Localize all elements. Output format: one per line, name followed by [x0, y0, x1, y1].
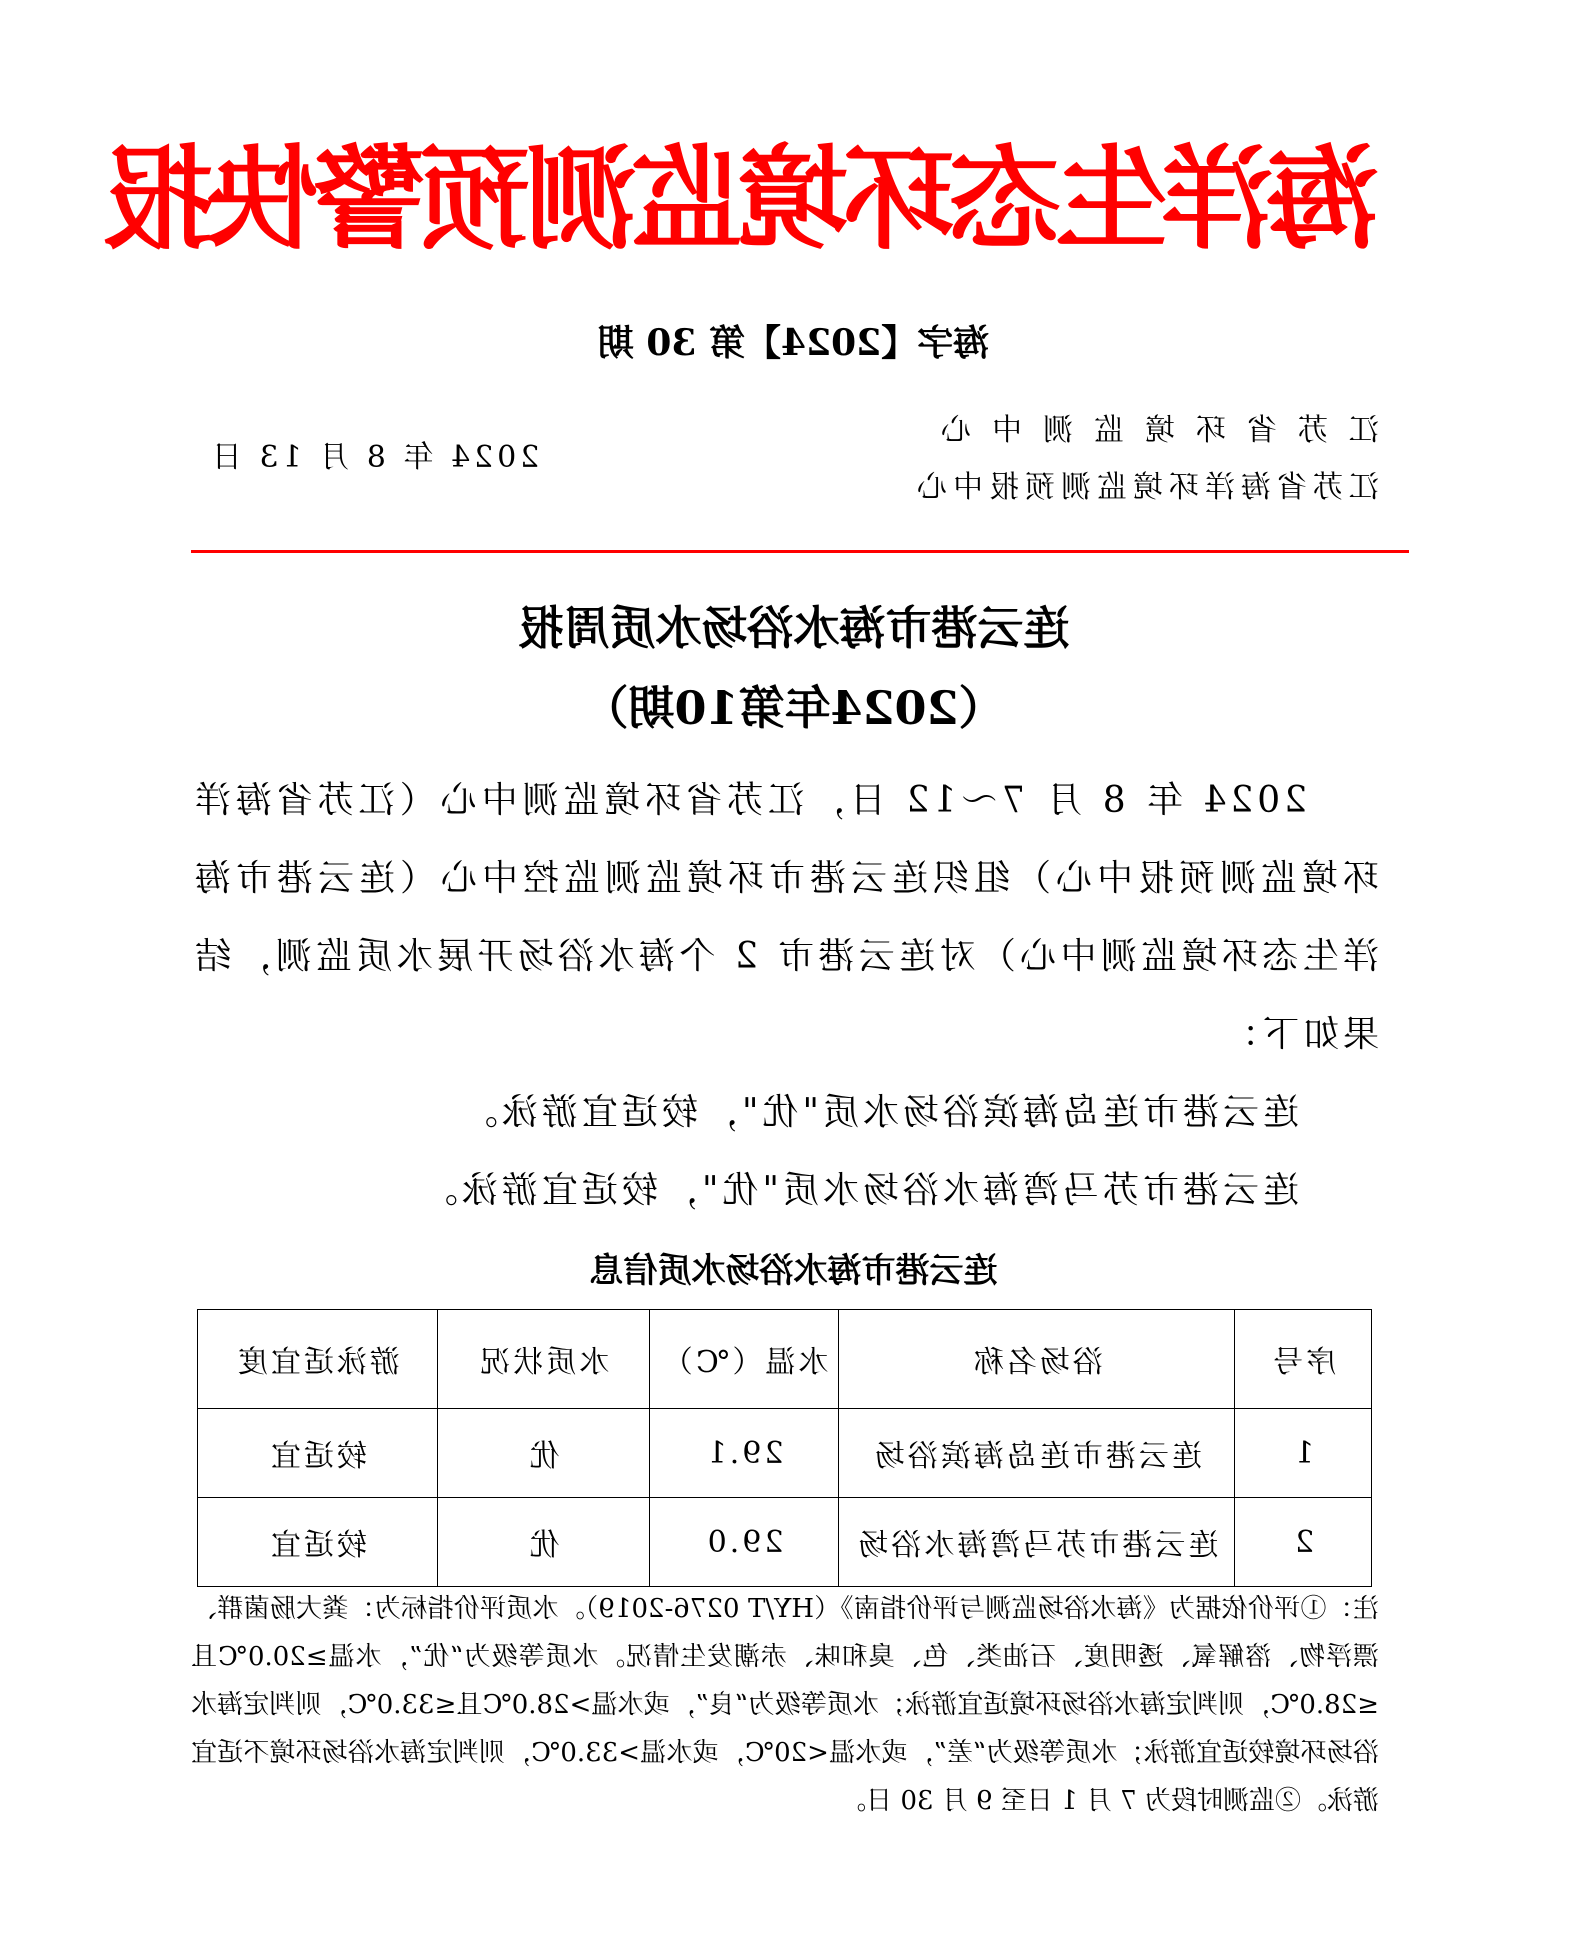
body-paragraph: 2024 年 8 月 7～12 日，江苏省环境监测中心（江苏省海洋环境监测预报中心）组织连云港市环境监测监控中心（连云港市海洋生态环境监测中心）对连云港市 2 个海水浴场开展水质监测，结果如下：: [191, 780, 1379, 1055]
table-header-row: [198, 1310, 1372, 1409]
cell-swim-suitability: 较适宜: [198, 1409, 438, 1498]
report-subtitle: （2024年第10期）: [582, 681, 1005, 735]
table-row: [198, 1409, 1372, 1498]
cell-water-quality: 优: [437, 1409, 649, 1498]
cell-beach-name: 连云港市连岛海滨浴场: [839, 1409, 1235, 1498]
table-caption: 连云港市海水浴场水质信息: [589, 1251, 998, 1291]
cell-beach-name: 连云港市苏马湾海水浴场: [839, 1498, 1235, 1587]
report-title: 连云港市海水浴场水质周报: [517, 601, 1070, 655]
result-line-2: 连云港市苏马湾海水浴场水质"优"，较适宜游泳。: [417, 1170, 1299, 1211]
table-row: [198, 1498, 1372, 1587]
cell-water-quality: 优: [437, 1498, 649, 1587]
header-water-temp: 水温（℃）: [649, 1310, 839, 1409]
masthead-title: 海洋生态环境监测预警快报: [107, 134, 1379, 265]
org-name-1: 江苏省环境监测中心: [920, 413, 1379, 448]
header-index: 序号: [1235, 1310, 1372, 1409]
org-name-2: 江苏省海洋环境监测预报中心: [911, 470, 1379, 505]
footnote: 注：①评价依据为《海水浴场监测与评价指南》（HY/T 0276-2019）。水质评价指标为：粪大肠菌群、漂浮物、溶解氧、透明度、石油类、色、臭和味、赤潮发生情况。水质等级为“优”，水温≥20.0℃且≤28.0℃，则判定海水浴场环境适宜游泳；水质等级为“良”，或水温>28.0℃且≤33.0℃，则判定海水浴场环境较适宜游泳；水质等级为“差”，或水温<20℃，或水温>33.0℃，则判定海水浴场环境不适宜游泳。②监测时段为 7 月 1 日至 9 月 30 日。: [191, 1594, 1379, 1816]
report-body: [191, 762, 1379, 1230]
cell-swim-suitability: 较适宜: [198, 1498, 438, 1587]
cell-water-temp: 29.0: [649, 1498, 839, 1587]
cell-index: 1: [1235, 1409, 1372, 1498]
header-water-quality: 水质状况: [437, 1310, 649, 1409]
water-quality-table: [197, 1309, 1372, 1587]
issue-number: 海字【2024】第 30 期: [597, 322, 990, 364]
red-divider: [191, 550, 1409, 553]
header-beach-name: 浴场名称: [839, 1310, 1235, 1409]
header-swim-suitability: 游泳适宜度: [198, 1310, 438, 1409]
cell-index: 2: [1235, 1498, 1372, 1587]
cell-water-temp: 29.1: [649, 1409, 839, 1498]
result-line-1: 连云港市连岛海滨浴场水质"优"，较适宜游泳。: [457, 1092, 1299, 1133]
issue-date: 2024 年 8 月 13 日: [208, 440, 540, 475]
